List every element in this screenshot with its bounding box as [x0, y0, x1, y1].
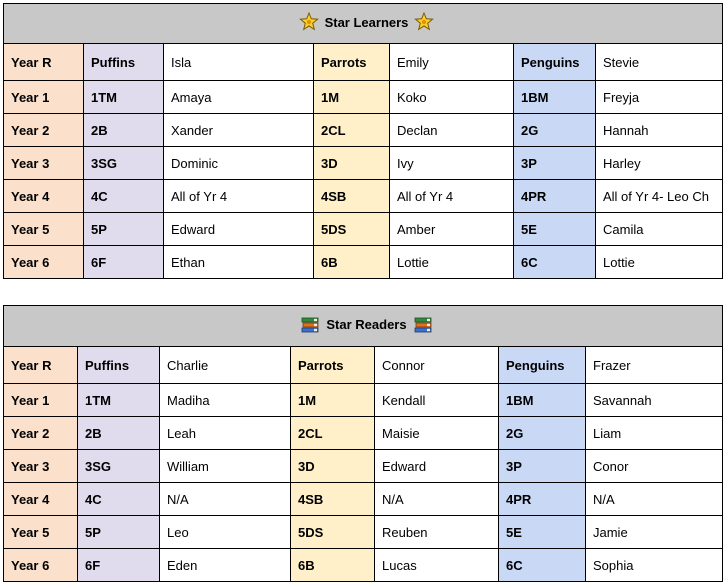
puffins-class-cell: 4C — [78, 483, 160, 516]
puffins-name-cell: Leah — [160, 417, 291, 450]
penguins-name-cell: Liam — [586, 417, 723, 450]
table-row — [4, 180, 723, 213]
puffins-name-cell: Amaya — [164, 81, 314, 114]
puffins-name-cell: Leo — [160, 516, 291, 549]
puffins-class-cell: 5P — [78, 516, 160, 549]
penguins-class-cell: 2G — [499, 417, 586, 450]
star-readers-title-cell — [4, 306, 723, 347]
penguins-class-cell: 3P — [499, 450, 586, 483]
penguins-class-cell: Penguins — [514, 44, 596, 81]
puffins-class-cell: 2B — [78, 417, 160, 450]
penguins-class-cell: 5E — [514, 213, 596, 246]
penguins-name-cell: Conor — [586, 450, 723, 483]
year-cell: Year 6 — [4, 246, 84, 279]
penguins-name-cell: Sophia — [586, 549, 723, 582]
parrots-class-cell: 4SB — [291, 483, 375, 516]
puffins-class-cell: 1TM — [84, 81, 164, 114]
puffins-name-cell: Eden — [160, 549, 291, 582]
table-title: Star Learners — [324, 14, 409, 30]
parrots-name-cell: All of Yr 4 — [390, 180, 514, 213]
star-learners-title-cell — [4, 4, 723, 44]
puffins-name-cell: Ethan — [164, 246, 314, 279]
parrots-class-cell: 5DS — [314, 213, 390, 246]
parrots-class-cell: 6B — [291, 549, 375, 582]
penguins-class-cell: Penguins — [499, 347, 586, 384]
parrots-name-cell: Lucas — [375, 549, 499, 582]
star-icon — [414, 12, 434, 32]
puffins-name-cell: Charlie — [160, 347, 291, 384]
parrots-class-cell: 6B — [314, 246, 390, 279]
penguins-name-cell: Savannah — [586, 384, 723, 417]
puffins-class-cell: 6F — [84, 246, 164, 279]
puffins-name-cell: Dominic — [164, 147, 314, 180]
puffins-name-cell: Xander — [164, 114, 314, 147]
table-row — [4, 516, 723, 549]
penguins-class-cell: 6C — [514, 246, 596, 279]
year-cell: Year 3 — [4, 147, 84, 180]
parrots-name-cell: Amber — [390, 213, 514, 246]
year-cell: Year 1 — [4, 81, 84, 114]
year-cell: Year R — [4, 44, 84, 81]
puffins-name-cell: Isla — [164, 44, 314, 81]
puffins-class-cell: 4C — [84, 180, 164, 213]
parrots-class-cell: 4SB — [314, 180, 390, 213]
table-row — [4, 483, 723, 516]
puffins-name-cell: N/A — [160, 483, 291, 516]
table-row — [4, 384, 723, 417]
books-icon — [413, 315, 433, 335]
parrots-class-cell: 1M — [314, 81, 390, 114]
table-row — [4, 549, 723, 582]
year-cell: Year 2 — [4, 417, 78, 450]
puffins-name-cell: Madiha — [160, 384, 291, 417]
penguins-class-cell: 2G — [514, 114, 596, 147]
penguins-name-cell: Stevie — [596, 44, 723, 81]
parrots-name-cell: N/A — [375, 483, 499, 516]
star-readers-table — [3, 305, 723, 582]
year-cell: Year 4 — [4, 483, 78, 516]
star-icon — [299, 12, 319, 32]
puffins-class-cell: 1TM — [78, 384, 160, 417]
penguins-name-cell: Frazer — [586, 347, 723, 384]
parrots-name-cell: Reuben — [375, 516, 499, 549]
penguins-name-cell: Harley — [596, 147, 723, 180]
table-row — [4, 450, 723, 483]
parrots-name-cell: Kendall — [375, 384, 499, 417]
parrots-class-cell: 5DS — [291, 516, 375, 549]
parrots-name-cell: Maisie — [375, 417, 499, 450]
parrots-class-cell: 3D — [314, 147, 390, 180]
parrots-name-cell: Emily — [390, 44, 514, 81]
puffins-name-cell: Edward — [164, 213, 314, 246]
penguins-class-cell: 4PR — [514, 180, 596, 213]
year-cell: Year R — [4, 347, 78, 384]
puffins-name-cell: William — [160, 450, 291, 483]
parrots-class-cell: 3D — [291, 450, 375, 483]
penguins-class-cell: 5E — [499, 516, 586, 549]
parrots-class-cell: 2CL — [291, 417, 375, 450]
penguins-class-cell: 3P — [514, 147, 596, 180]
parrots-name-cell: Connor — [375, 347, 499, 384]
puffins-class-cell: Puffins — [78, 347, 160, 384]
table-row — [4, 44, 723, 81]
penguins-class-cell: 1BM — [499, 384, 586, 417]
parrots-class-cell: 2CL — [314, 114, 390, 147]
penguins-name-cell: Camila — [596, 213, 723, 246]
penguins-class-cell: 1BM — [514, 81, 596, 114]
table-row — [4, 246, 723, 279]
star-learners-table — [3, 3, 723, 279]
penguins-name-cell: Freyja — [596, 81, 723, 114]
penguins-class-cell: 4PR — [499, 483, 586, 516]
table-row — [4, 81, 723, 114]
table-row — [4, 417, 723, 450]
parrots-name-cell: Koko — [390, 81, 514, 114]
year-cell: Year 6 — [4, 549, 78, 582]
parrots-name-cell: Ivy — [390, 147, 514, 180]
penguins-name-cell: Lottie — [596, 246, 723, 279]
parrots-class-cell: Parrots — [314, 44, 390, 81]
parrots-name-cell: Declan — [390, 114, 514, 147]
puffins-class-cell: 3SG — [78, 450, 160, 483]
puffins-class-cell: 6F — [78, 549, 160, 582]
penguins-name-cell: All of Yr 4- Leo Ch — [596, 180, 723, 213]
books-icon — [300, 315, 320, 335]
year-cell: Year 4 — [4, 180, 84, 213]
puffins-name-cell: All of Yr 4 — [164, 180, 314, 213]
penguins-name-cell: Jamie — [586, 516, 723, 549]
puffins-class-cell: Puffins — [84, 44, 164, 81]
puffins-class-cell: 5P — [84, 213, 164, 246]
table-title: Star Readers — [326, 317, 407, 332]
year-cell: Year 1 — [4, 384, 78, 417]
table-row — [4, 213, 723, 246]
year-cell: Year 3 — [4, 450, 78, 483]
penguins-name-cell: Hannah — [596, 114, 723, 147]
year-cell: Year 2 — [4, 114, 84, 147]
parrots-name-cell: Lottie — [390, 246, 514, 279]
year-cell: Year 5 — [4, 516, 78, 549]
puffins-class-cell: 3SG — [84, 147, 164, 180]
parrots-class-cell: Parrots — [291, 347, 375, 384]
table-row — [4, 114, 723, 147]
parrots-name-cell: Edward — [375, 450, 499, 483]
table-row — [4, 147, 723, 180]
table-row — [4, 347, 723, 384]
penguins-name-cell: N/A — [586, 483, 723, 516]
penguins-class-cell: 6C — [499, 549, 586, 582]
parrots-class-cell: 1M — [291, 384, 375, 417]
year-cell: Year 5 — [4, 213, 84, 246]
puffins-class-cell: 2B — [84, 114, 164, 147]
